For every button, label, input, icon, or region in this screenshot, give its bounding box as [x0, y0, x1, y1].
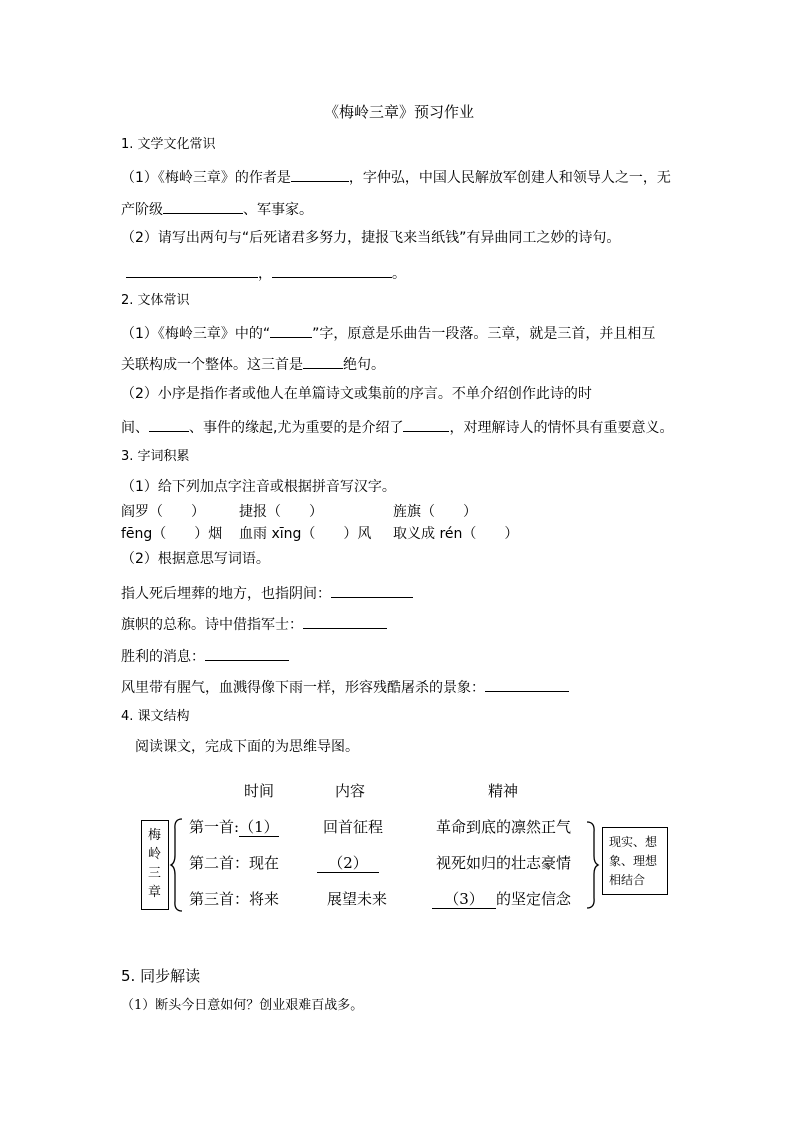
mindmap-right-box — [602, 827, 668, 895]
row-1-content: 回首征程 — [323, 818, 384, 836]
s2-question-1-line-1 — [121, 322, 655, 343]
definition-3-text: 胜利的消息： — [121, 649, 205, 665]
s4-intro: 阅读课文，完成下面的为思维导图。 — [135, 739, 359, 755]
row-1-blank[interactable]: （1） — [239, 818, 279, 836]
section-2-heading: 2. 文体常识 — [121, 293, 190, 308]
word-item-6: 取义成 rén（ ） — [393, 526, 519, 542]
s1-question-2: （2）请写出两句与“后死诸君多努力，捷报飞来当纸钱”有异曲同工之妙的诗句。 — [121, 230, 621, 246]
author-blank[interactable] — [291, 166, 349, 182]
mindmap-left-box — [141, 820, 169, 910]
s1-question-1-line-2 — [121, 198, 313, 219]
s5-question-1: （1）断头今日意如何？创业艰难百战多。 — [121, 998, 364, 1013]
definition-1-text: 指人死后埋葬的地方，也指阴间： — [121, 586, 331, 602]
row-2-spirit: 视死如归的壮志豪情 — [436, 854, 572, 872]
s1-question-1-line-1 — [121, 166, 671, 187]
column-header-spirit: 精神 — [488, 782, 519, 800]
s1-q1-text-d: 、军事家。 — [243, 202, 313, 218]
s2-q1-text-b: ”字，原意是乐曲告一段落。三章，就是三首，并且相互 — [312, 326, 656, 342]
row-3-label: 第三首：将来 — [189, 890, 280, 908]
s2-question-2-line-1: （2）小序是指作者或他人在单篇诗文或集前的序言。不单介绍创作此诗的时 — [121, 386, 592, 402]
definition-2 — [121, 613, 387, 634]
s2-q2-text-c: 、事件的缘起,尤为重要的是介绍了 — [189, 420, 404, 436]
section-1-heading: 1. 文学文化常识 — [121, 137, 216, 152]
s3-question-1: （1）给下列加点字注音或根据拼音写汉字。 — [121, 479, 396, 495]
background-blank[interactable] — [403, 416, 449, 432]
role-blank[interactable] — [163, 198, 243, 214]
word-item-2: 捷报（ ） — [239, 504, 323, 520]
s1-q1-text-b: ，字仲弘，中国人民解放军创建人和领导人之一，无 — [348, 170, 671, 186]
s1-q1-text-a: （1）《梅岭三章》的作者是 — [121, 170, 291, 186]
section-5-heading: 5. 同步解读 — [121, 967, 201, 985]
definition-4 — [121, 676, 569, 697]
s3-question-2: （2）根据意思写词语。 — [121, 551, 270, 567]
s2-q2-text-b: 间、 — [121, 420, 149, 436]
row-3-blank[interactable]: （3） — [432, 890, 496, 909]
right-box-line-1: 现实、想 — [609, 835, 658, 849]
column-header-content: 内容 — [335, 782, 366, 800]
s1-q2-end: 。 — [392, 266, 406, 282]
row-3-spirit-line — [432, 890, 571, 909]
left-box-char-4: 章 — [148, 885, 162, 900]
s2-question-2-line-2 — [121, 416, 673, 437]
definition-4-text: 风里带有腥气，血溅得像下雨一样，形容残酷屠杀的景象： — [121, 680, 485, 696]
row-2-blank[interactable]: （2） — [317, 854, 379, 873]
definition-4-blank[interactable] — [485, 676, 569, 692]
definition-1 — [121, 582, 413, 603]
row-3-content: 展望未来 — [327, 890, 388, 908]
s2-q1-text-a: （1）《梅岭三章》中的“ — [121, 326, 271, 342]
section-3-heading: 3. 字词积累 — [121, 449, 190, 464]
s2-question-1-line-2 — [121, 353, 385, 374]
word-item-5: 血雨 xīng（ ）风 — [239, 526, 372, 542]
word-item-3: 旌旗（ ） — [393, 504, 477, 520]
definition-2-blank[interactable] — [303, 613, 387, 629]
row-1-label — [189, 818, 279, 836]
s2-q1-text-d: 绝句。 — [343, 357, 385, 373]
s2-q1-text-c: 关联构成一个整体。这三首是 — [121, 357, 303, 373]
word-item-4: fēng（ ）烟 — [121, 526, 223, 542]
s1-q2-separator: ， — [258, 266, 272, 282]
poem-line-blank-1[interactable] — [126, 262, 258, 278]
row-3-spirit: 的坚定信念 — [496, 890, 572, 908]
row-2-label: 第二首：现在 — [189, 854, 280, 872]
row-1-label-text: 第一首: — [189, 818, 240, 836]
definition-1-blank[interactable] — [331, 582, 413, 598]
definition-3 — [121, 645, 289, 666]
character-blank[interactable] — [270, 322, 312, 338]
word-item-1: 阎罗（ ） — [121, 504, 205, 520]
right-box-line-3: 相结合 — [609, 873, 646, 887]
s1-question-2-answers — [126, 262, 406, 283]
place-blank[interactable] — [149, 416, 189, 432]
left-box-char-1: 梅 — [148, 828, 162, 843]
poem-form-blank[interactable] — [303, 353, 343, 369]
s2-q2-text-d: ，对理解诗人的情怀具有重要意义。 — [449, 420, 674, 436]
right-box-line-2: 象、理想 — [609, 854, 658, 868]
left-box-char-2: 岭 — [148, 847, 162, 862]
right-brace — [585, 820, 599, 910]
row-1-spirit: 革命到底的凛然正气 — [436, 818, 572, 836]
definition-2-text: 旗帜的总称。诗中借指军士： — [121, 617, 303, 633]
column-header-time: 时间 — [244, 782, 275, 800]
left-brace — [170, 817, 184, 913]
s1-q1-text-c: 产阶级 — [121, 202, 163, 218]
definition-3-blank[interactable] — [205, 645, 289, 661]
page-title: 《梅岭三章》预习作业 — [324, 103, 475, 121]
left-box-char-3: 三 — [148, 866, 162, 881]
section-4-heading: 4. 课文结构 — [121, 709, 190, 724]
poem-line-blank-2[interactable] — [272, 262, 392, 278]
